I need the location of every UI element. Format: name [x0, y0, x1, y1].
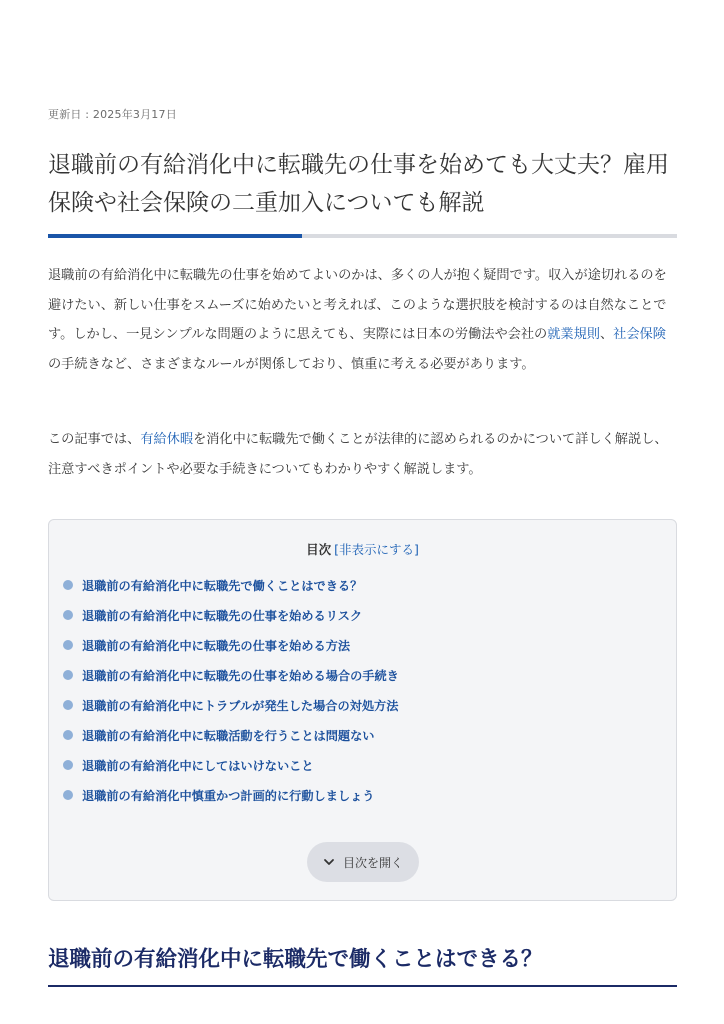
link-social-insurance[interactable]: 社会保険 — [613, 327, 666, 342]
bullet-dot-icon — [63, 700, 73, 710]
intro-paragraph-1-text-c: の手続きなど、さまざまなルールが関係しており、慎重に考える必要があります。 — [48, 356, 535, 372]
bullet-dot-icon — [63, 640, 73, 650]
toc-item-label: 退職前の有給消化中に転職活動を行うことは問題ない — [82, 728, 375, 743]
bullet-dot-icon — [63, 610, 73, 620]
intro-paragraph-2 — [48, 425, 677, 484]
toc-item-label: 退職前の有給消化中慎重かつ計画的に行動しましょう — [82, 788, 375, 803]
bullet-dot-icon — [63, 760, 73, 770]
table-of-contents — [48, 519, 677, 901]
section-heading: 退職前の有給消化中に転職先で働くことはできる？ — [48, 947, 543, 972]
page-title: 退職前の有給消化中に転職先の仕事を始めても大丈夫？雇用保険や社会保険の二重加入についても解説 — [48, 152, 669, 216]
toc-item[interactable] — [63, 600, 399, 630]
toc-header — [49, 540, 676, 558]
bullet-dot-icon — [63, 730, 73, 740]
updated-date: 更新日 : 2025年3月17日 — [48, 108, 177, 121]
link-paid-leave[interactable]: 有給休暇 — [140, 432, 194, 447]
section-underline — [48, 985, 677, 987]
toc-item[interactable] — [63, 630, 399, 660]
toc-open-button[interactable] — [307, 842, 419, 882]
toc-item[interactable] — [63, 660, 399, 690]
intro-paragraph-2-text-b: を消化中に転職先で働くことが法律的に認められるのかについて詳しく解説し、注意すべきポイントや必要な手続きについてもわかりやすく解説します。 — [48, 432, 668, 477]
bullet-dot-icon — [63, 790, 73, 800]
toc-list — [63, 570, 399, 810]
bullet-dot-icon — [63, 580, 73, 590]
intro-paragraph-1-text-a: 退職前の有給消化中に転職先の仕事を始めてよいのかは、多くの人が抱く疑問です。収入が途切れるのを避けたい、新しい仕事をスムーズに始めたいと考えれば、このような選択肢を検討するのは自然なことです。しかし、一見シンプルな問題のように思えても、実際には日本の労働法や会社の — [48, 268, 667, 342]
toc-item-label: 退職前の有給消化中に転職先の仕事を始める方法 — [82, 638, 351, 653]
intro-paragraph-1 — [48, 261, 677, 379]
toc-item-label: 退職前の有給消化中にしてはいけないこと — [82, 758, 314, 773]
bullet-dot-icon — [63, 670, 73, 680]
toc-item[interactable] — [63, 780, 399, 810]
toc-hide-toggle[interactable]: [非表示にする] — [334, 542, 419, 557]
toc-item-label: 退職前の有給消化中に転職先の仕事を始めるリスク — [82, 608, 363, 623]
title-underline — [48, 234, 677, 238]
toc-item-label: 退職前の有給消化中に転職先の仕事を始める場合の手続き — [82, 668, 399, 683]
toc-item[interactable] — [63, 720, 399, 750]
intro-paragraph-1-text-b: 、 — [599, 327, 614, 342]
toc-item-label: 退職前の有給消化中にトラブルが発生した場合の対処方法 — [82, 698, 399, 713]
chevron-down-icon — [323, 856, 335, 868]
toc-open-label: 目次を開く — [342, 855, 403, 870]
intro-paragraph-2-text-a: この記事では、 — [48, 432, 141, 447]
link-work-rules[interactable]: 就業規則 — [547, 327, 600, 342]
toc-heading: 目次 — [306, 542, 332, 557]
toc-item[interactable] — [63, 690, 399, 720]
title-underline-accent — [48, 234, 302, 238]
toc-item[interactable] — [63, 750, 399, 780]
toc-item[interactable] — [63, 570, 399, 600]
toc-item-label: 退職前の有給消化中に転職先で働くことはできる？ — [82, 578, 363, 593]
